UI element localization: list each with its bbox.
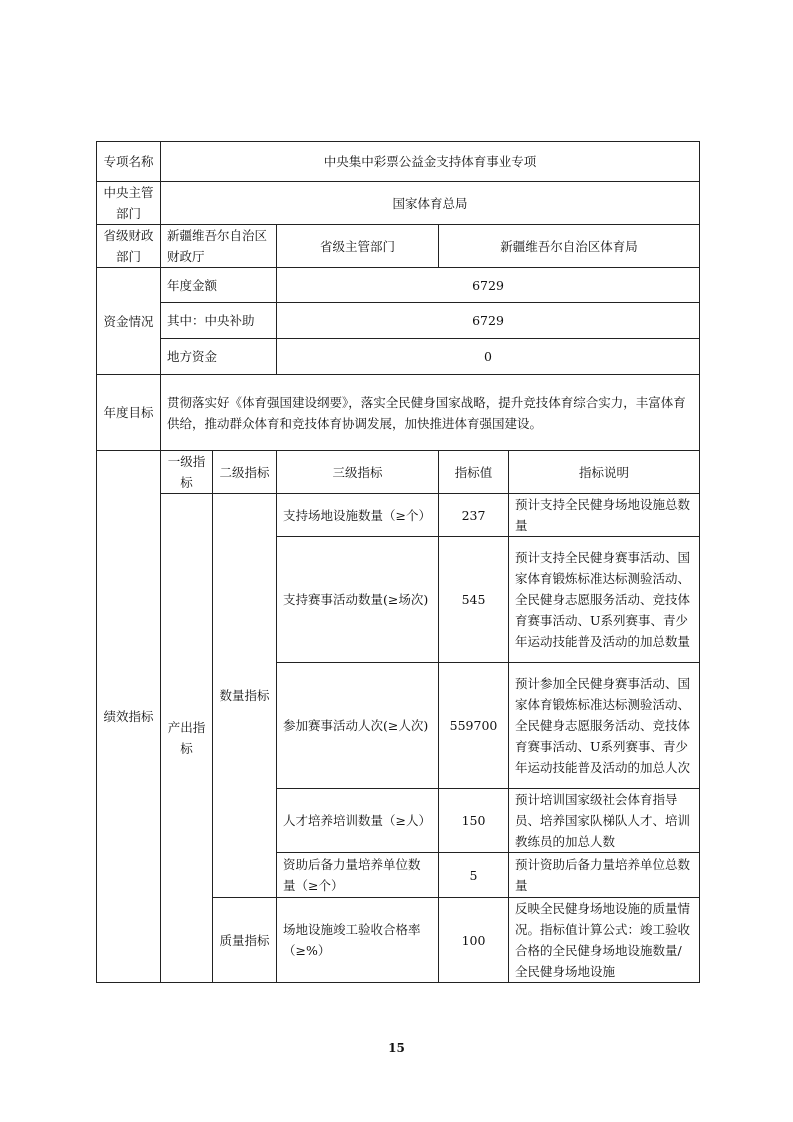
project-name-label: 专项名称 (97, 142, 161, 182)
project-name-value: 中央集中彩票公益金支持体育事业专项 (161, 142, 700, 182)
funds-label: 资金情况 (97, 268, 161, 375)
annual-amount-label: 年度金额 (161, 268, 277, 303)
header-value: 指标值 (439, 451, 509, 494)
annual-amount-value: 6729 (277, 268, 700, 303)
header-desc: 指标说明 (509, 451, 700, 494)
prov-dept-value: 新疆维吾尔自治区体育局 (439, 225, 700, 268)
central-subsidy-label: 其中：中央补助 (161, 303, 277, 339)
indicator-value: 237 (439, 494, 509, 537)
indicator-value: 559700 (439, 663, 509, 789)
central-dept-label: 中央主管部门 (97, 182, 161, 225)
quality-label: 质量指标 (213, 898, 277, 983)
perf-label: 绩效指标 (97, 451, 161, 983)
indicator-value: 150 (439, 789, 509, 853)
indicator-name: 支持场地设施数量（≥个） (277, 494, 439, 537)
goal-text: 贯彻落实好《体育强国建设纲要》，落实全民健身国家战略，提升竞技体育综合实力，丰富体育供给，推动群众体育和竞技体育协调发展，加快推进体育强国建设。 (161, 375, 700, 451)
prov-finance-label: 省级财政部门 (97, 225, 161, 268)
indicator-value: 545 (439, 537, 509, 663)
indicator-name: 资助后备力量培养单位数量（≥个） (277, 853, 439, 898)
central-dept-value: 国家体育总局 (161, 182, 700, 225)
indicator-desc: 预计资助后备力量培养单位总数量 (509, 853, 700, 898)
indicator-name: 人才培养培训数量（≥人） (277, 789, 439, 853)
prov-dept-label: 省级主管部门 (277, 225, 439, 268)
local-funds-label: 地方资金 (161, 339, 277, 375)
indicator-desc: 预计参加全民健身赛事活动、国家体育锻炼标准达标测验活动、全民健身志愿服务活动、竞技体育赛事活动、U系列赛事、青少年运动技能普及活动的加总人次 (509, 663, 700, 789)
quality-indicator-desc: 反映全民健身场地设施的质量情况。指标值计算公式：竣工验收合格的全民健身场地设施数量/全民健身场地设施 (509, 898, 700, 983)
central-subsidy-value: 6729 (277, 303, 700, 339)
local-funds-value: 0 (277, 339, 700, 375)
quantity-label: 数量指标 (213, 494, 277, 898)
indicator-name: 参加赛事活动人次(≥人次) (277, 663, 439, 789)
prov-finance-value: 新疆维吾尔自治区财政厅 (161, 225, 277, 268)
indicator-value: 5 (439, 853, 509, 898)
page-number: 15 (388, 1041, 405, 1055)
indicator-name: 支持赛事活动数量(≥场次) (277, 537, 439, 663)
output-label: 产出指标 (161, 494, 213, 983)
header-level2: 二级指标 (213, 451, 277, 494)
indicator-desc: 预计支持全民健身赛事活动、国家体育锻炼标准达标测验活动、全民健身志愿服务活动、竞技体育赛事活动、U系列赛事、青少年运动技能普及活动的加总数量 (509, 537, 700, 663)
goal-label: 年度目标 (97, 375, 161, 451)
quality-indicator-name: 场地设施竣工验收合格率（≥%） (277, 898, 439, 983)
header-level1: 一级指标 (161, 451, 213, 494)
header-level3: 三级指标 (277, 451, 439, 494)
quality-indicator-value: 100 (439, 898, 509, 983)
indicator-desc: 预计支持全民健身场地设施总数量 (509, 494, 700, 537)
project-form-table (96, 141, 700, 983)
indicator-desc: 预计培训国家级社会体育指导员、培养国家队梯队人才、培训教练员的加总人数 (509, 789, 700, 853)
